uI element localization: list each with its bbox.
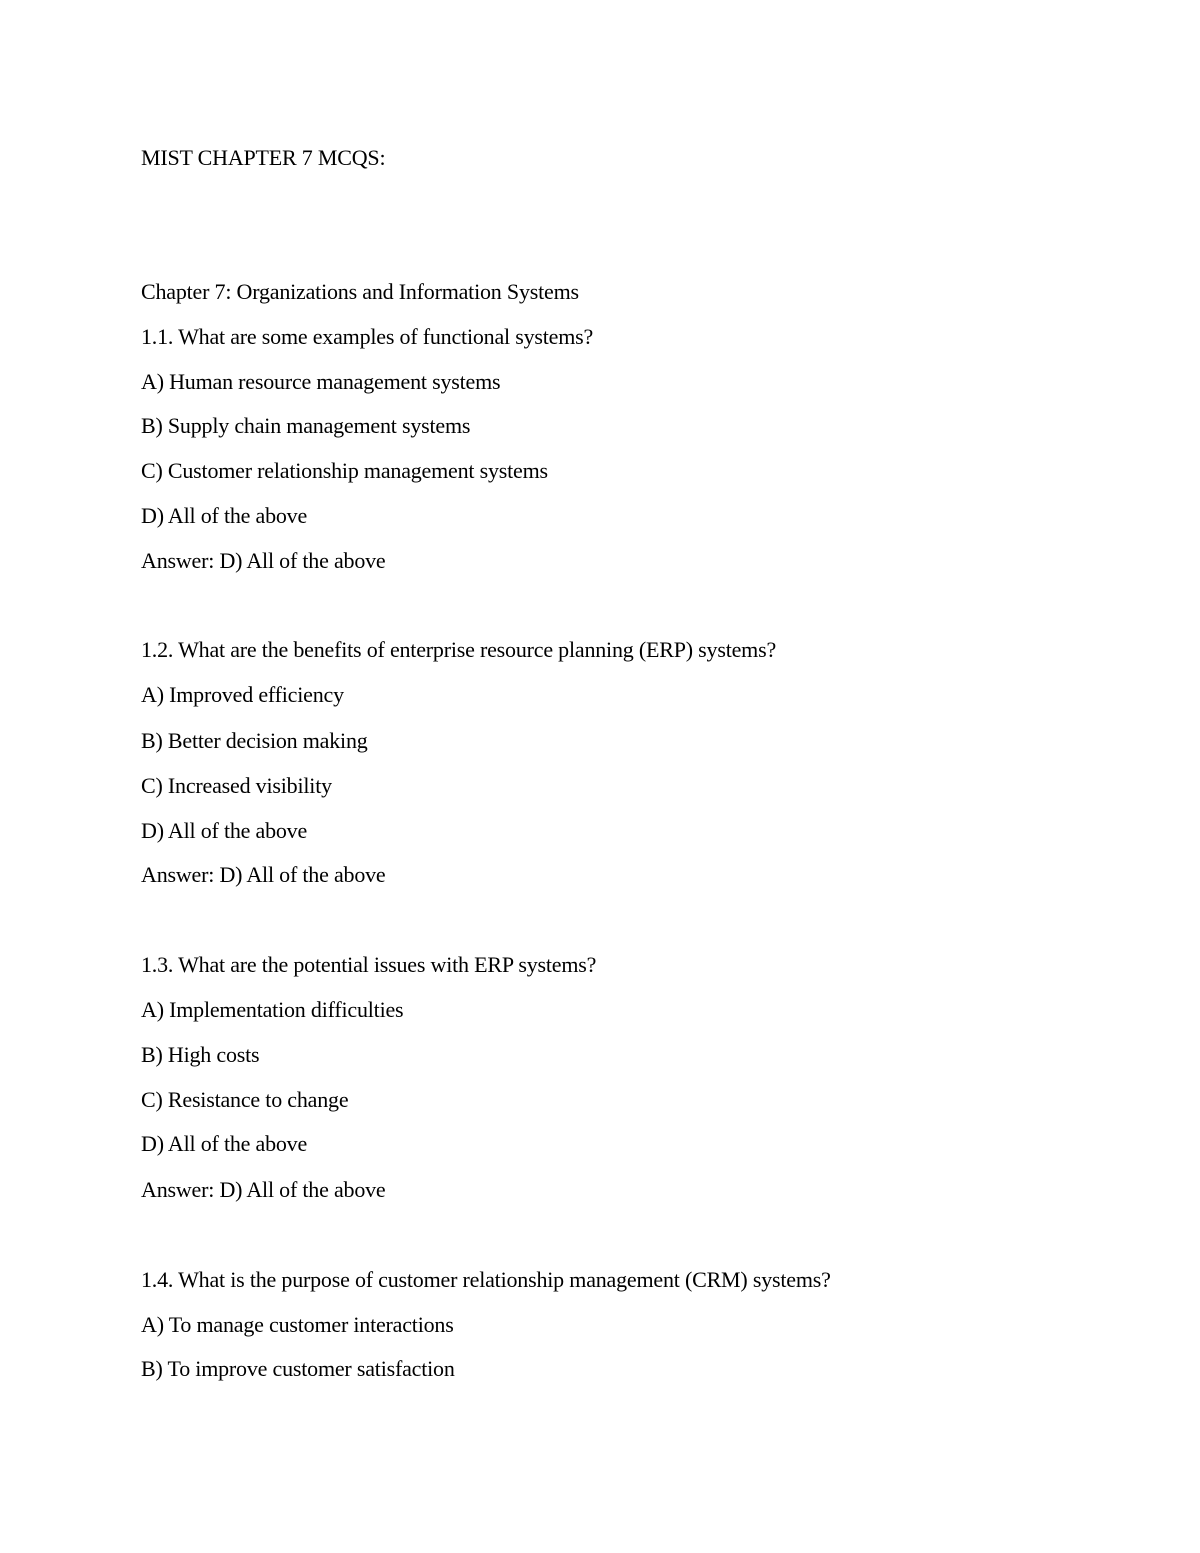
- answer-key: Answer: D) All of the above: [141, 862, 386, 887]
- answer-key: Answer: D) All of the above: [141, 1177, 386, 1202]
- answer-option: A) To manage customer interactions: [141, 1312, 454, 1337]
- answer-option: A) Human resource management systems: [141, 369, 501, 394]
- answer-option: B) High costs: [141, 1042, 260, 1067]
- answer-option: C) Increased visibility: [141, 773, 332, 798]
- answer-option: D) All of the above: [141, 1131, 308, 1156]
- question-text: 1.3. What are the potential issues with ERP systems?: [141, 952, 597, 977]
- answer-option: D) All of the above: [141, 818, 308, 843]
- answer-option: C) Customer relationship management systems: [141, 458, 548, 483]
- answer-key: Answer: D) All of the above: [141, 548, 386, 573]
- question-text: 1.1. What are some examples of functional systems?: [141, 324, 594, 349]
- question-text: 1.4. What is the purpose of customer relationship management (CRM) systems?: [141, 1267, 831, 1292]
- answer-option: A) Improved efficiency: [141, 682, 344, 707]
- answer-option: B) Supply chain management systems: [141, 413, 471, 438]
- answer-option: C) Resistance to change: [141, 1087, 349, 1112]
- answer-option: D) All of the above: [141, 503, 308, 528]
- answer-option: B) To improve customer satisfaction: [141, 1356, 455, 1381]
- document-title: MIST CHAPTER 7 MCQS:: [141, 145, 386, 170]
- chapter-heading: Chapter 7: Organizations and Information Systems: [141, 279, 579, 304]
- question-text: 1.2. What are the benefits of enterprise resource planning (ERP) systems?: [141, 637, 777, 662]
- answer-option: A) Implementation difficulties: [141, 997, 404, 1022]
- answer-option: B) Better decision making: [141, 728, 368, 753]
